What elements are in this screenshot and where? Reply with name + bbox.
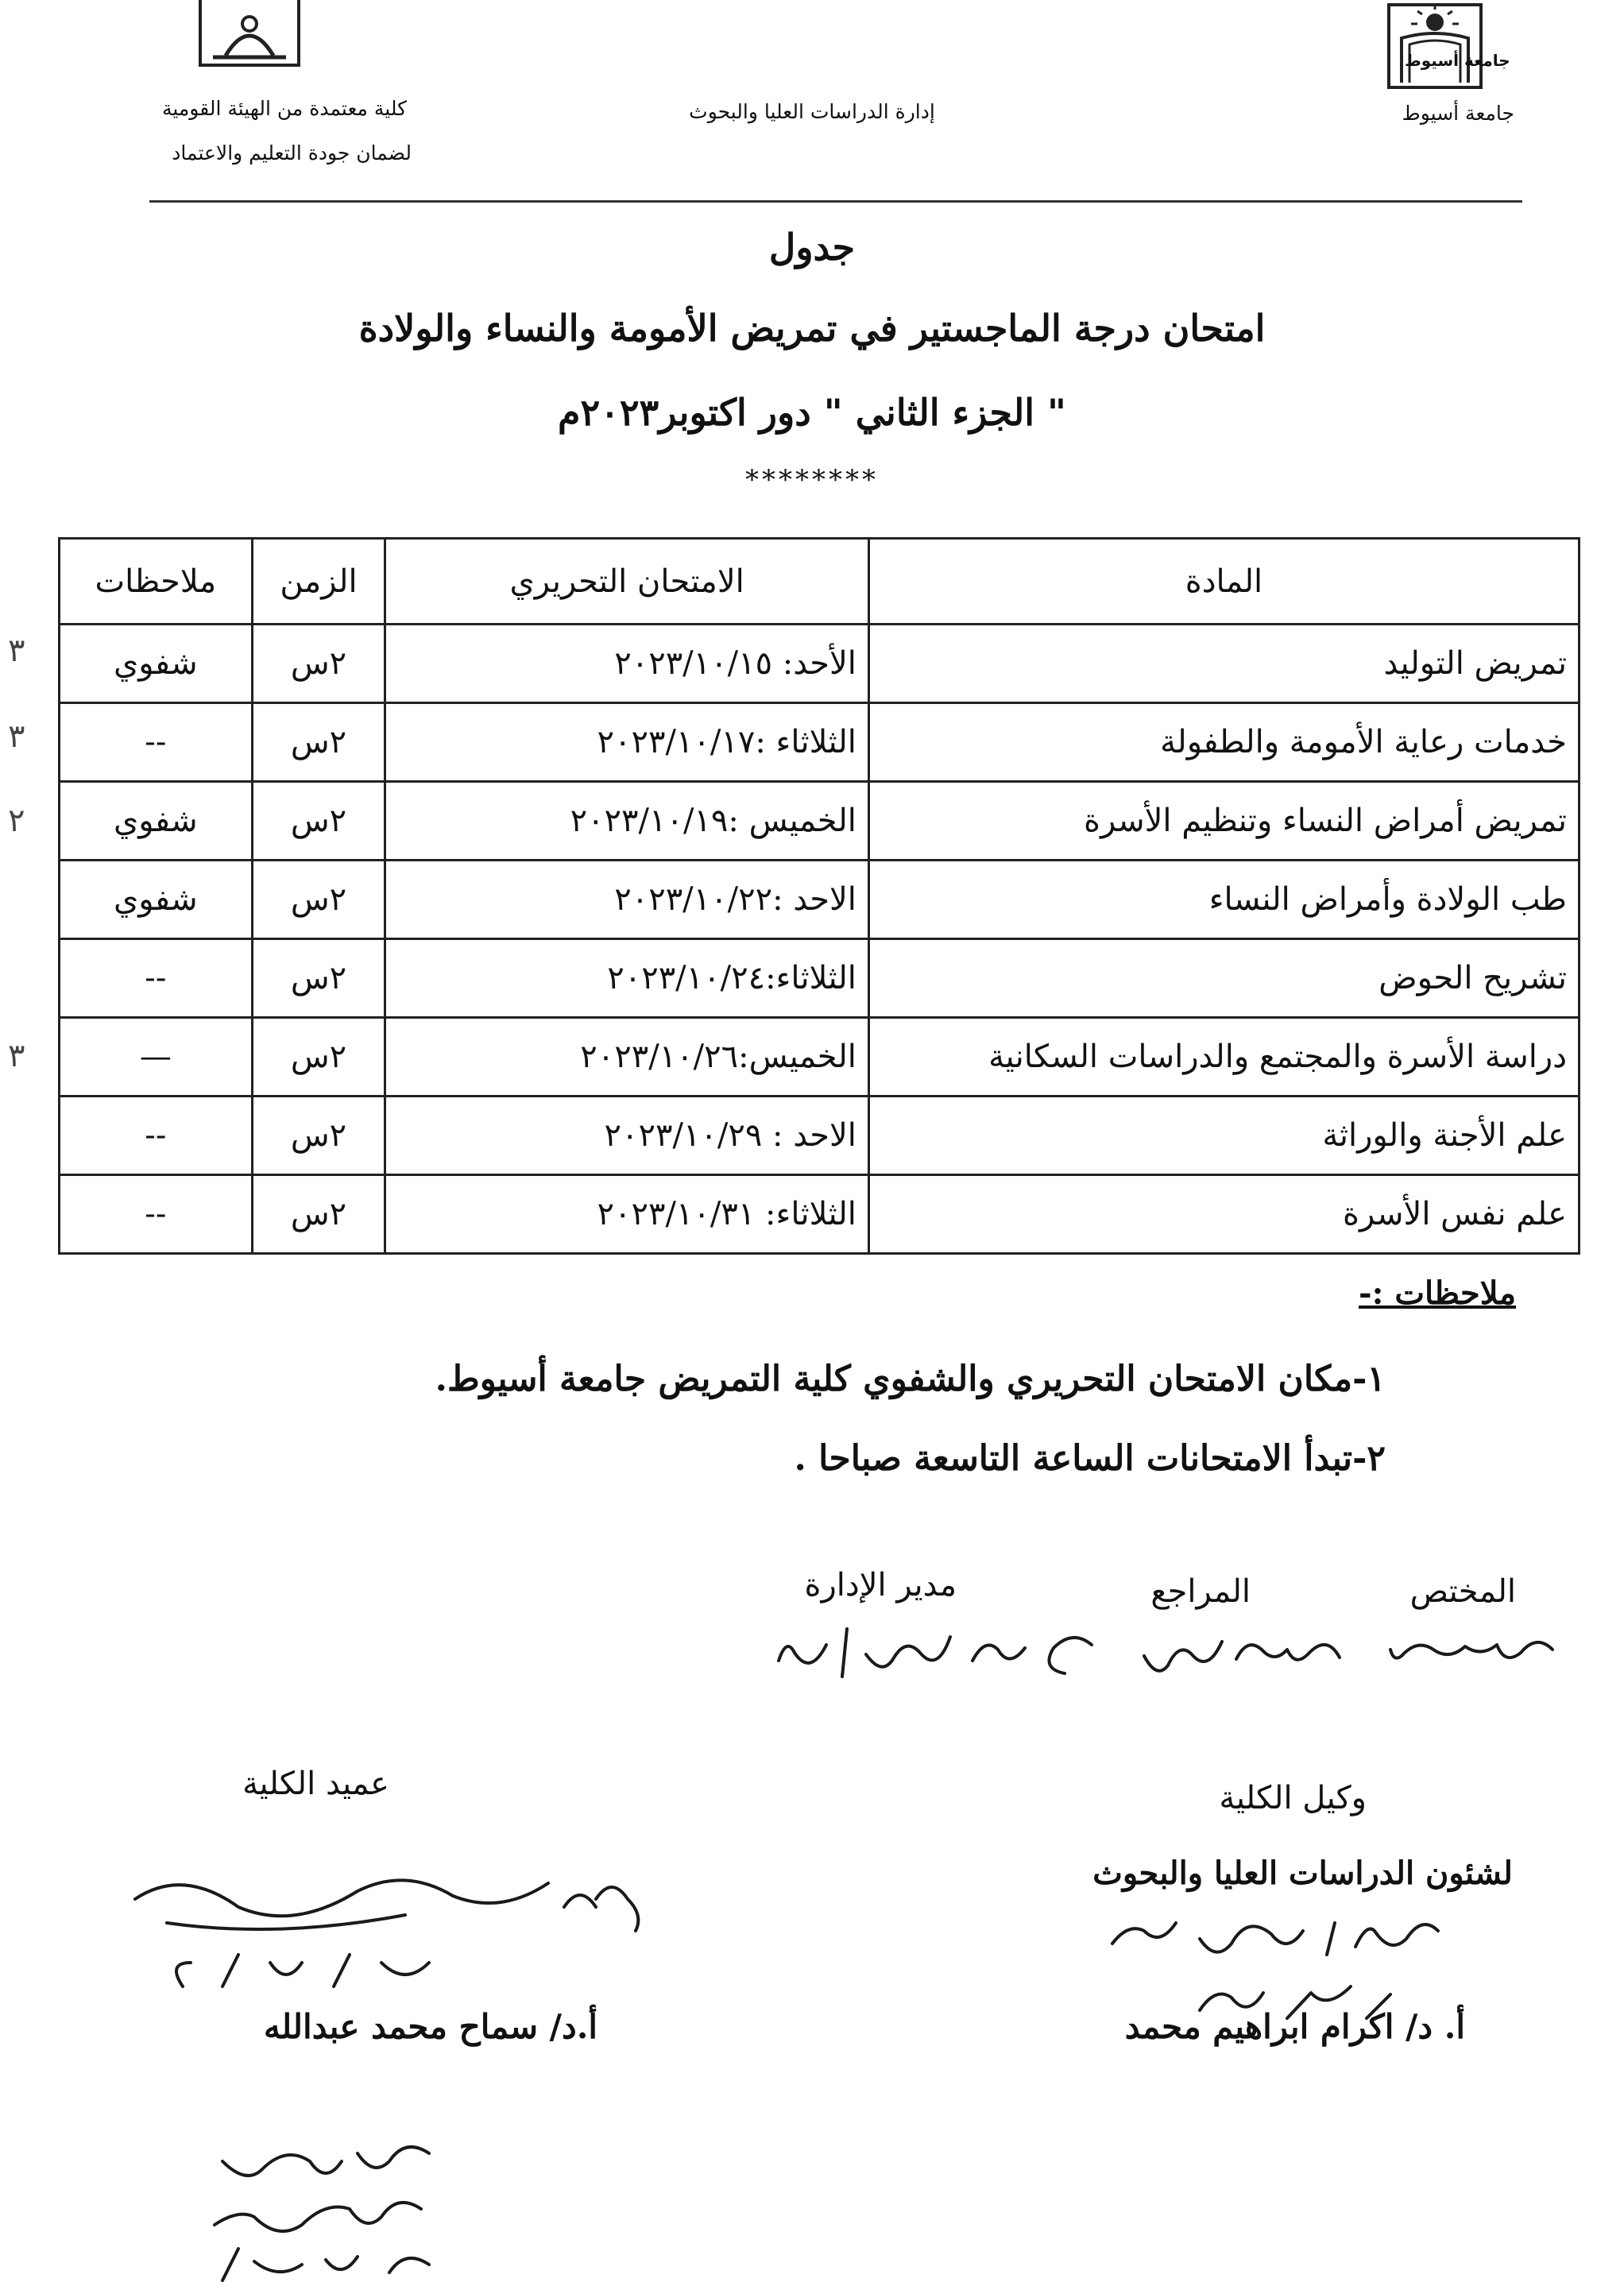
cell-note: شفوي [60,625,253,703]
cell-time: ٢س [252,703,385,782]
reviewer-label: المراجع [1150,1573,1251,1610]
cell-time: ٢س [252,782,385,861]
cell-date: الاحد : ٢٠٢٣/١٠/٢٩ [385,1097,869,1175]
title-line1: جدول [768,226,856,269]
cell-time: ٢س [252,1175,385,1254]
cell-subject: تمريض التوليد [868,625,1579,703]
university-logo-text: جامعة أسيوط [1405,51,1510,70]
vice-dean-signature [1088,1899,1454,2034]
cell-date: الخميس :٢٠٢٣/١٠/١٩ [385,782,869,861]
vice-dean-name: أ. د/ اكرام ابراهيم محمد [1124,2007,1465,2046]
cell-time: ٢س [252,1097,385,1175]
department-name: إدارة الدراسات العليا والبحوث [689,100,935,123]
dean-signature [119,1851,659,2002]
cell-subject: خدمات رعاية الأمومة والطفولة [868,703,1579,782]
header-written-exam: الامتحان التحريري [385,539,869,625]
margin-mark: ٢ [8,803,25,839]
cell-note: -- [60,703,253,782]
cell-date: الأحد: ٢٠٢٣/١٠/١٥ [385,625,869,703]
accreditation-line2: لضمان جودة التعليم والاعتماد [172,141,412,164]
margin-mark: ٣ [8,1038,25,1074]
table-row [60,1175,1580,1254]
dean-name: أ.د/ سماح محمد عبدالله [263,2007,597,2046]
vice-dean-title: وكيل الكلية [1219,1780,1367,1816]
cell-note: شفوي [60,861,253,939]
cell-date: الاحد :٢٠٢٣/١٠/٢٢ [385,861,869,939]
cell-subject: علم نفس الأسرة [868,1175,1579,1254]
cell-note: -- [60,939,253,1018]
header-divider [149,200,1522,203]
cell-subject: علم الأجنة والوراثة [868,1097,1579,1175]
faculty-logo [199,0,300,67]
cell-subject: تمريض أمراض النساء وتنظيم الأسرة [868,782,1579,861]
cell-time: ٢س [252,861,385,939]
table-row [60,625,1580,703]
table-row [60,939,1580,1018]
cell-date: الثلاثاء :٢٠٢٣/١٠/١٧ [385,703,869,782]
table-row [60,1097,1580,1175]
margin-mark: ٣ [8,632,25,669]
cell-subject: تشريح الحوض [868,939,1579,1018]
header-time: الزمن [252,539,385,625]
specialist-signature [1386,1618,1560,1681]
title-line3: " الجزء الثاني " دور اكتوبر٢٠٢٣م [557,391,1067,434]
header-subject: المادة [868,539,1579,625]
header-notes: ملاحظات [60,539,253,625]
title-line2: امتحان درجة الماجستير في تمريض الأمومة والنساء والولادة [358,307,1266,350]
handwritten-approval-note [167,2129,453,2288]
table-row [60,782,1580,861]
admin-director-label: مدير الإدارة [804,1567,957,1603]
cell-subject: دراسة الأسرة والمجتمع والدراسات السكانية [868,1018,1579,1097]
exam-schedule-table [58,537,1580,1255]
cell-note: — [60,1018,253,1097]
table-header-row [60,539,1580,625]
cell-date: الثلاثاء:٢٠٢٣/١٠/٢٤ [385,939,869,1018]
cell-note: -- [60,1175,253,1254]
margin-mark: ٣ [8,718,25,755]
university-name: جامعة أسيوط [1402,102,1514,125]
cell-time: ٢س [252,939,385,1018]
cell-note: -- [60,1097,253,1175]
table-row [60,1018,1580,1097]
reviewer-signature [1128,1618,1351,1689]
cell-note: شفوي [60,782,253,861]
cell-time: ٢س [252,1018,385,1097]
table-row [60,861,1580,939]
university-logo [1387,3,1483,89]
accreditation-line1: كلية معتمدة من الهيئة القومية [161,97,407,120]
note-item: ١-مكان الامتحان التحريري والشفوي كلية التمريض جامعة أسيوط. [435,1359,1386,1399]
title-stars: ******** [745,464,879,496]
faculty-logo-emblem [202,0,297,64]
cell-time: ٢س [252,625,385,703]
university-logo-emblem [1390,6,1479,86]
cell-date: الثلاثاء: ٢٠٢٣/١٠/٣١ [385,1175,869,1254]
table-row [60,703,1580,782]
cell-subject: طب الولادة وأمراض النساء [868,861,1579,939]
vice-dean-subtitle: لشئون الدراسات العليا والبحوث [1092,1855,1513,1892]
dean-title: عميد الكلية [242,1766,389,1802]
specialist-label: المختص [1409,1573,1516,1610]
admin-director-signature [771,1613,1104,1692]
cell-date: الخميس:٢٠٢٣/١٠/٢٦ [385,1018,869,1097]
notes-heading: ملاحظات :- [1359,1275,1516,1312]
note-item: ٢-تبدأ الامتحانات الساعة التاسعة صباحا . [794,1438,1386,1479]
